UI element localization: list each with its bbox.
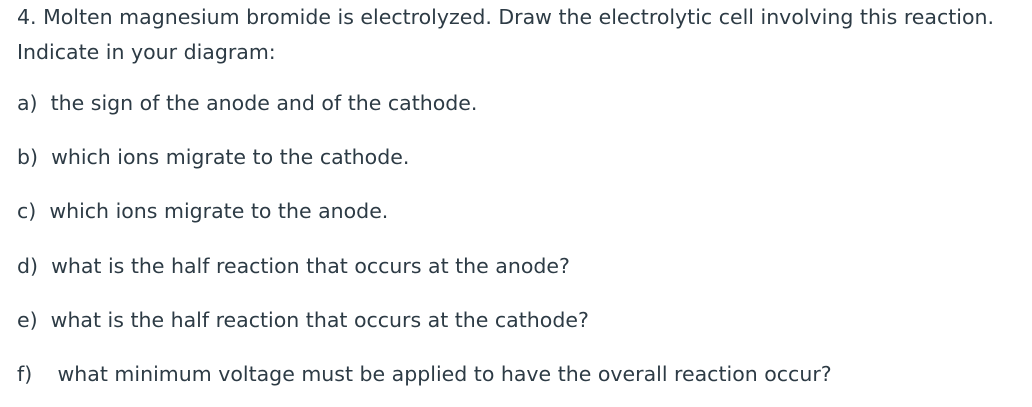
part-f-text: what minimum voltage must be applied to have the overall reaction occur? [57,362,832,386]
part-f [17,359,832,389]
part-e-label: e) [17,308,45,332]
question-stem-line-1: 4. Molten magnesium bromide is electrolyzed. Draw the electrolytic cell involving this reaction. [17,5,995,29]
part-c-label: c) [17,199,43,223]
part-a [17,88,477,118]
part-a-text: the sign of the anode and of the cathode. [50,91,478,115]
part-f-label: f) [17,362,33,386]
part-e [17,305,589,335]
part-d-label: d) [17,254,45,278]
part-b [17,142,409,172]
question-stem-line-2: Indicate in your diagram: [17,40,276,64]
part-e-text: what is the half reaction that occurs at the cathode? [50,308,589,332]
question-stem [17,0,1029,70]
part-d-text: what is the half reaction that occurs at the anode? [51,254,570,278]
part-b-text: which ions migrate to the cathode. [51,145,410,169]
part-b-label: b) [17,145,45,169]
part-c [17,196,388,226]
question-block [17,0,1029,386]
part-d [17,251,570,281]
part-c-text: which ions migrate to the anode. [49,199,389,223]
part-a-label: a) [17,91,45,115]
